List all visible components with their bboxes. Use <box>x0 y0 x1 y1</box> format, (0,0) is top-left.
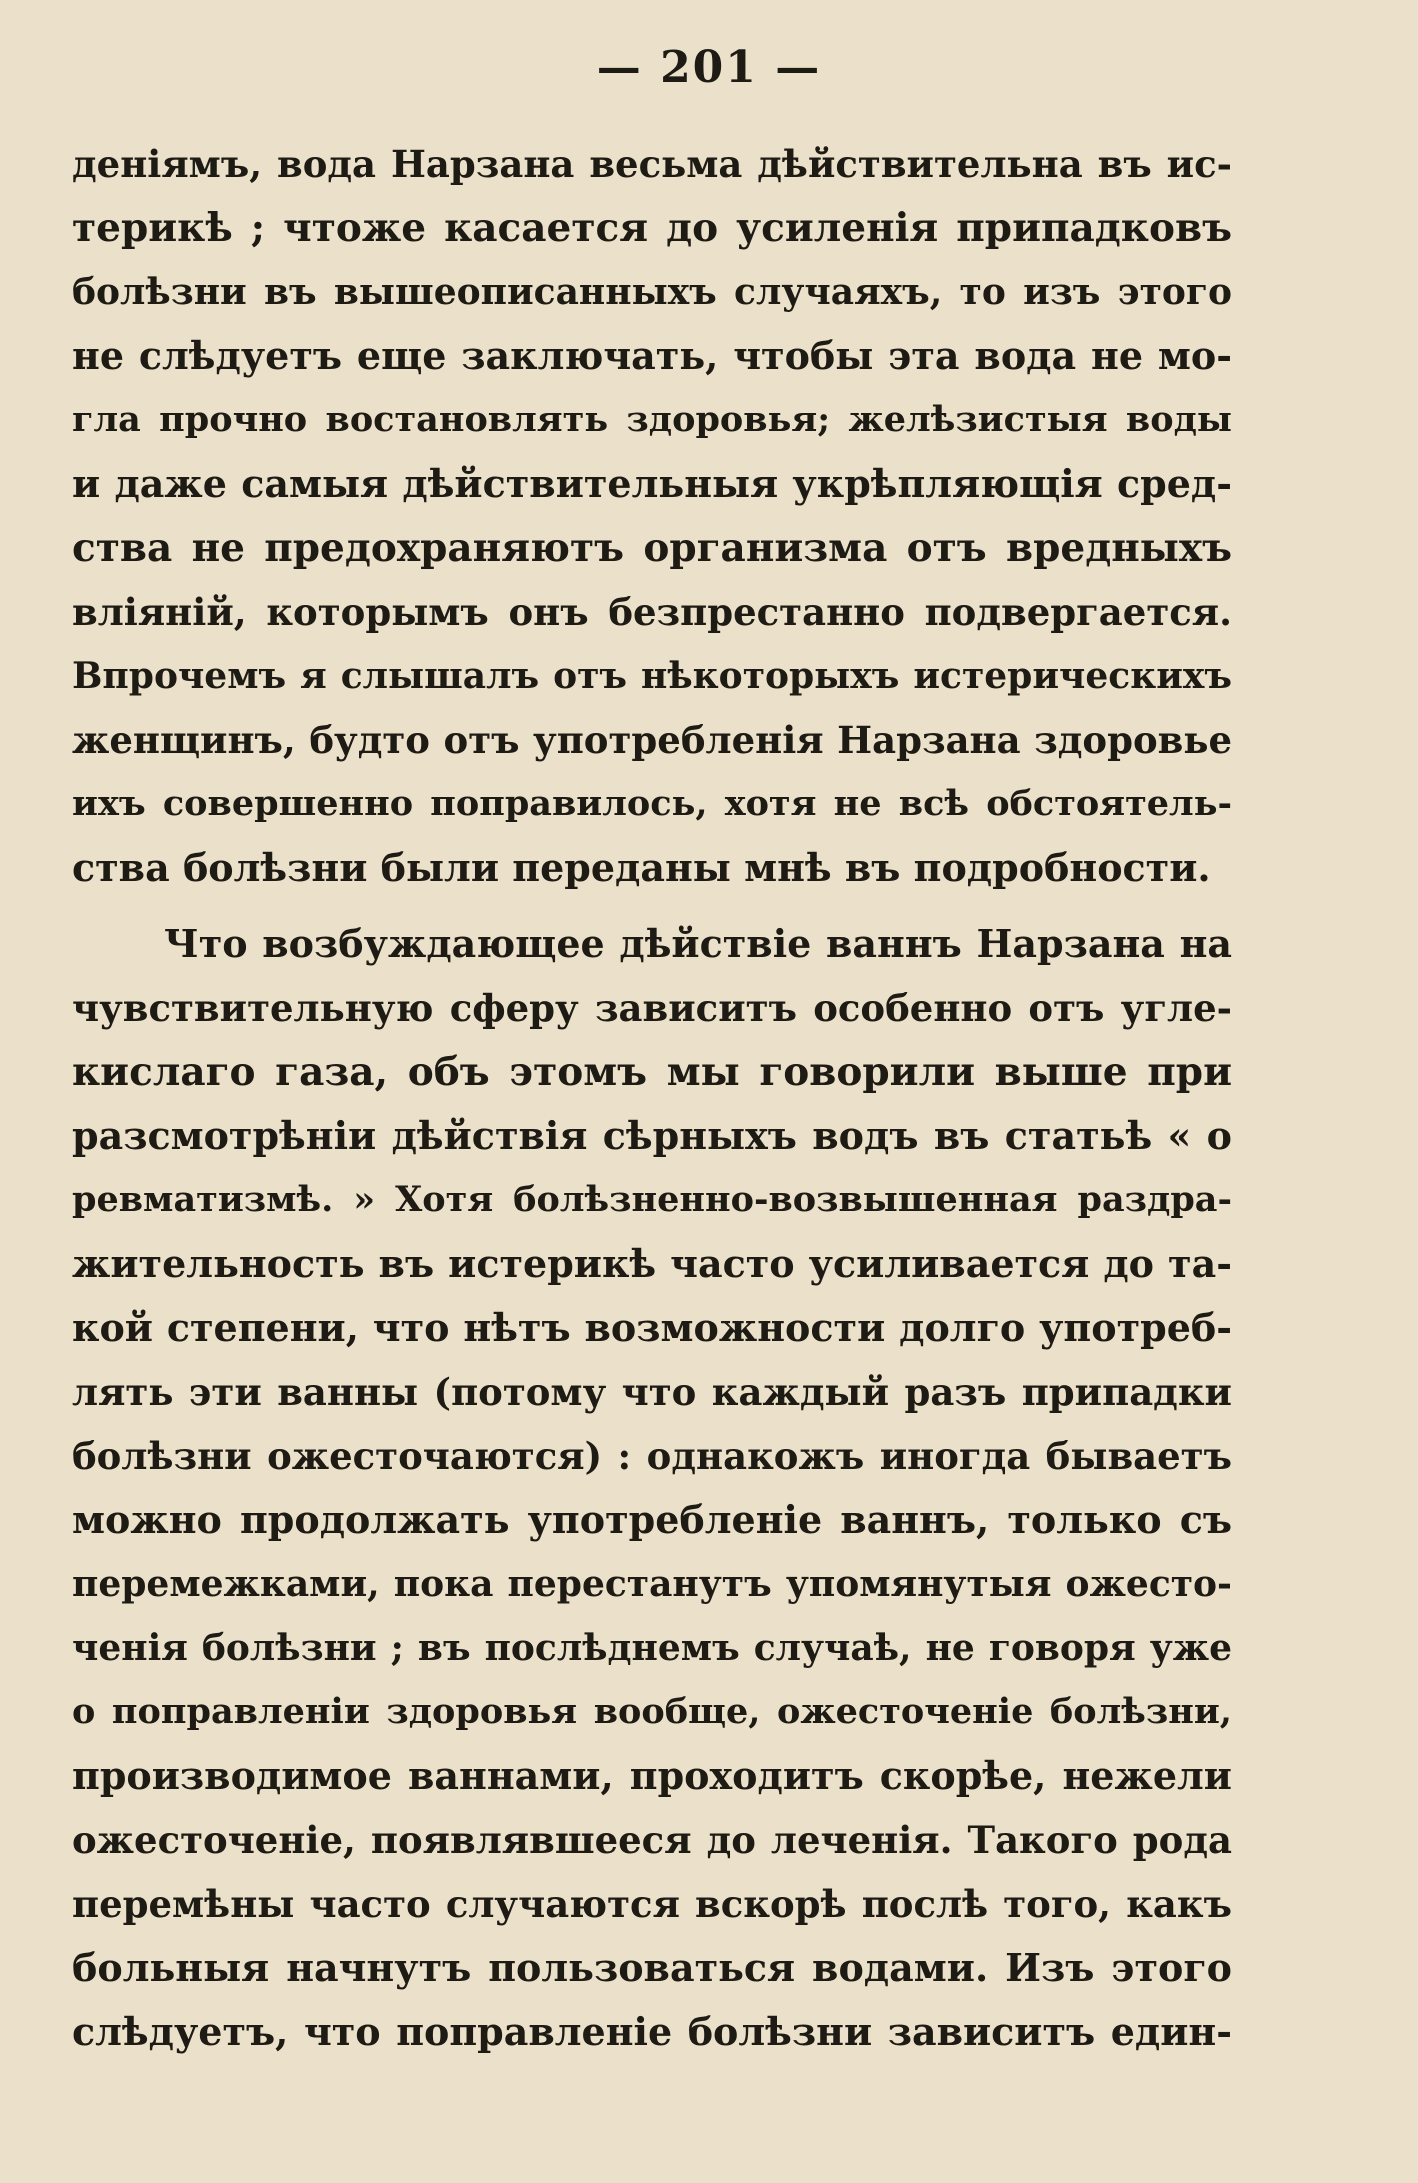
text-line: ихъ совершенно поправилось, хотя не всѣ обстоятель- <box>72 783 1232 824</box>
paragraph-1 <box>72 132 1232 900</box>
text-line: чувствительную сферу зависитъ особенно отъ угле- <box>72 986 1232 1030</box>
text-line: разсмотрѣніи дѣйствія сѣрныхъ водъ въ статьѣ « о <box>72 1113 1232 1158</box>
paragraph-gap <box>72 900 1232 912</box>
text-line: ства не предохраняютъ организма отъ вредныхъ <box>72 525 1232 571</box>
text-line: о поправленіи здоровья вообще, ожесточеніе болѣзни, <box>72 1691 1232 1732</box>
text-line: жительность въ истерикѣ часто усиливается до та- <box>72 1241 1232 1286</box>
text-line: и даже самыя дѣйствительныя укрѣпляющія сред- <box>72 461 1232 506</box>
text-line: перемѣны часто случаются вскорѣ послѣ того, какъ <box>72 1882 1232 1926</box>
text-line: ожесточеніе, появлявшееся до леченія. Такого рода <box>72 1818 1232 1862</box>
text-line: перемежками, пока перестанутъ упомянутыя ожесто- <box>72 1563 1232 1605</box>
text-line: производимое ваннами, проходитъ скорѣе, нежели <box>72 1753 1232 1798</box>
text-line: вліяній, которымъ онъ безпрестанно подвергается. <box>72 590 1232 634</box>
text-line: ства болѣзни были переданы мнѣ въ подробности. <box>72 845 1211 890</box>
body-text <box>72 132 1232 2064</box>
text-line: больныя начнутъ пользоваться водами. Изъ этого <box>72 1945 1232 1990</box>
text-line: не слѣдуетъ еще заключать, чтобы эта вода не мо- <box>72 333 1232 378</box>
text-line: ченія болѣзни ; въ послѣднемъ случаѣ, не говоря уже <box>72 1627 1232 1669</box>
paragraph-2 <box>72 912 1232 2064</box>
text-line: болѣзни въ вышеописанныхъ случаяхъ, то изъ этого <box>72 271 1232 313</box>
text-line: терикѣ ; чтоже касается до усиленія припадковъ <box>72 205 1232 251</box>
text-line: женщинъ, будто отъ употребленія Нарзана здоровье <box>72 718 1232 762</box>
text-line: Что возбуждающее дѣйствіе ваннъ Нарзана на <box>164 921 1232 966</box>
page-number: — 201 — <box>596 42 822 93</box>
text-line: болѣзни ожесточаются) : однакожъ иногда бываетъ <box>72 1434 1232 1478</box>
text-line: Впрочемъ я слышалъ отъ нѣкоторыхъ истерическихъ <box>72 655 1232 697</box>
text-line: ревматизмѣ. » Хотя болѣзненно-возвышенная раздра- <box>72 1179 1232 1220</box>
text-line: кой степени, что нѣтъ возможности долго употреб- <box>72 1305 1232 1350</box>
text-line: лять эти ванны (потому что каждый разъ припадки <box>72 1370 1232 1414</box>
text-line: кислаго газа, объ этомъ мы говорили выше при <box>72 1049 1232 1095</box>
text-line: слѣдуетъ, что поправленіе болѣзни зависитъ един- <box>72 2009 1232 2054</box>
text-line: можно продолжать употребленіе ваннъ, только съ <box>72 1497 1232 1542</box>
text-line: гла прочно востановлять здоровья; желѣзистыя воды <box>72 399 1232 440</box>
text-line: деніямъ, вода Нарзана весьма дѣйствительна въ ис- <box>72 142 1232 186</box>
